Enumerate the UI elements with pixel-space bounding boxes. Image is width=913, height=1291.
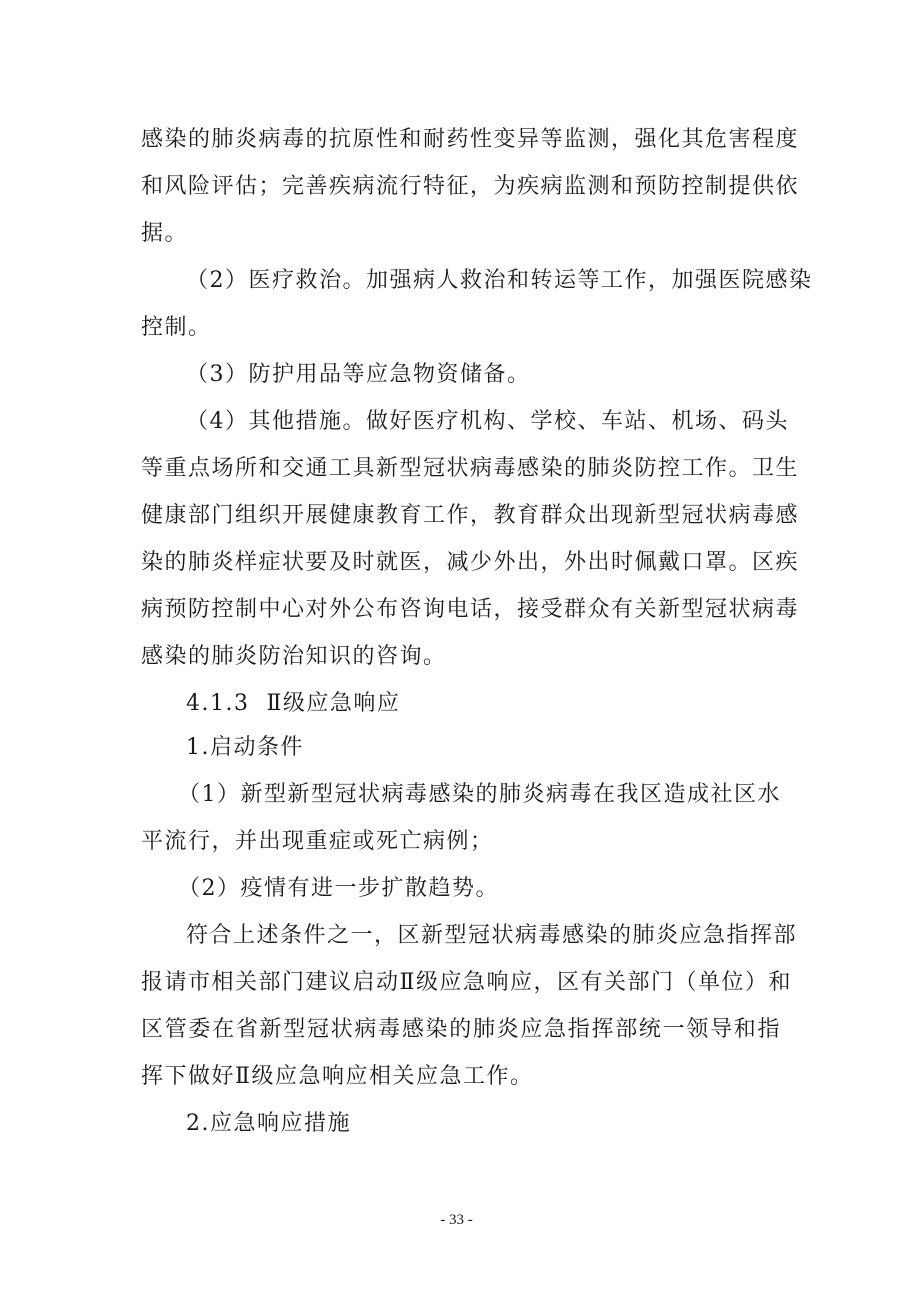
subheading-start-conditions: 1.启动条件: [186, 735, 304, 760]
body-text-line: 和风险评估；完善疾病流行特征，为疾病监测和预防控制提供依: [141, 174, 800, 199]
body-text-line: 报请市相关部门建议启动Ⅱ级应急响应，区有关部门（单位）和: [141, 970, 792, 995]
subheading-response-measures: 2.应急响应措施: [186, 1111, 351, 1136]
response-paragraph: 符合上述条件之一，区新型冠状病毒感染的肺炎应急指挥部: [186, 923, 798, 948]
item-3-protective-supplies: （3）防护用品等应急物资储备。: [186, 362, 531, 387]
body-text-line: 等重点场所和交通工具新型冠状病毒感染的肺炎防控工作。卫生: [141, 456, 800, 481]
body-text-line: 染的肺炎样症状要及时就医，减少外出，外出时佩戴口罩。区疾: [141, 550, 800, 575]
body-text-line: 据。: [141, 221, 189, 246]
body-text-line: 挥下做好Ⅱ级应急响应相关应急工作。: [141, 1064, 534, 1089]
body-text-line: 感染的肺炎防治知识的咨询。: [141, 644, 447, 669]
body-text-line: 感染的肺炎病毒的抗原性和耐药性变异等监测，强化其危害程度: [141, 127, 800, 152]
body-text-line: 病预防控制中心对外公布咨询电话，接受群众有关新型冠状病毒: [141, 597, 800, 622]
section-heading-4-1-3: 4.1.3 Ⅱ级应急响应: [186, 691, 401, 716]
body-text-line: 区管委在省新型冠状病毒感染的肺炎应急指挥部统一领导和指: [141, 1017, 781, 1042]
item-4-other-measures: （4）其他措施。做好医疗机构、学校、车站、机场、码头: [186, 409, 789, 434]
condition-2: （2）疫情有进一步扩散趋势。: [178, 876, 499, 901]
item-2-medical-treatment: （2）医疗救治。加强病人救治和转运等工作，加强医院感染: [186, 268, 813, 293]
condition-1: （1）新型新型冠状病毒感染的肺炎病毒在我区造成社区水: [178, 782, 781, 807]
page-number: - 33 -: [440, 1212, 473, 1228]
body-text-line: 控制。: [141, 315, 212, 340]
body-text-line: 平流行，并出现重症或死亡病例；: [141, 829, 494, 854]
body-text-line: 健康部门组织开展健康教育工作，教育群众出现新型冠状病毒感: [141, 503, 800, 528]
